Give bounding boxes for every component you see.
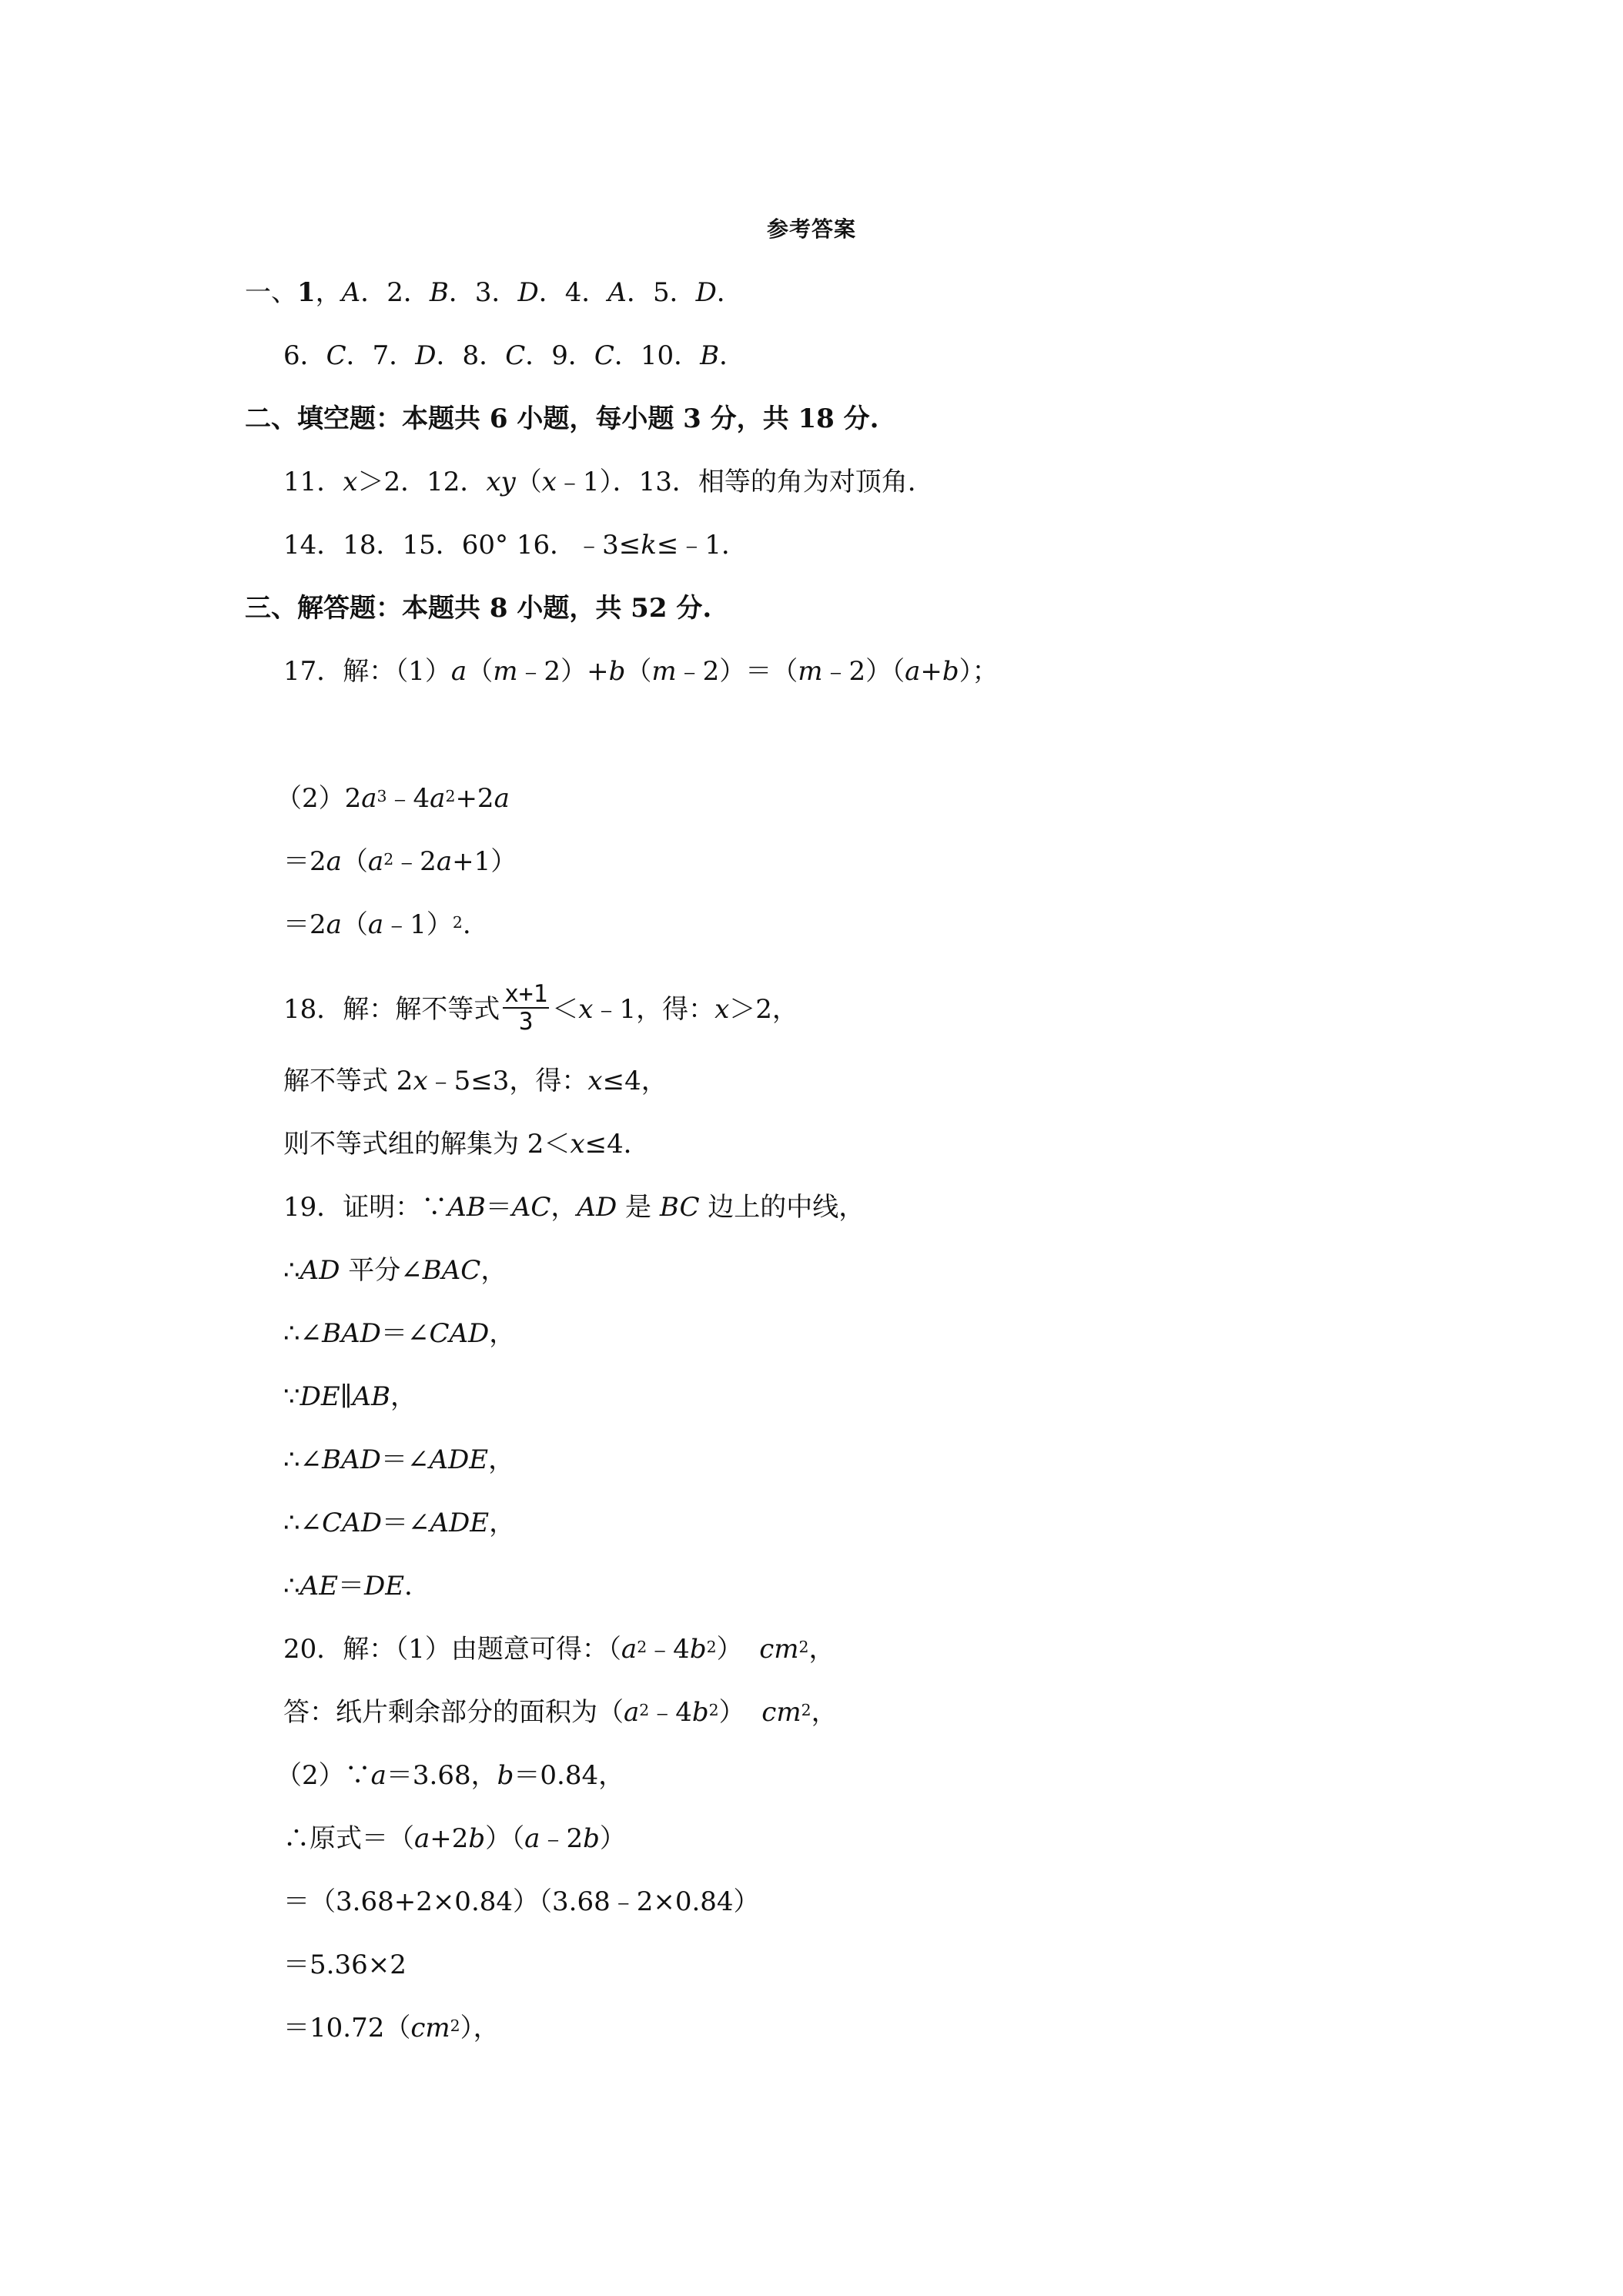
section1-line2 — [283, 339, 745, 373]
text: AB — [447, 1192, 486, 1223]
exponent: 2 — [798, 1637, 809, 1656]
text: ＝2 — [283, 909, 326, 940]
q20-line7 — [283, 2011, 500, 2045]
text: x — [714, 994, 730, 1025]
text: 19．证明：∵ — [283, 1192, 448, 1223]
q19-line2 — [283, 1253, 507, 1287]
text: a — [621, 1634, 637, 1665]
text: a — [367, 909, 384, 940]
text: ） — [716, 1634, 760, 1665]
text: D — [517, 277, 539, 308]
text: m — [798, 656, 823, 687]
text: a — [905, 656, 921, 687]
page-title: 参考答案 — [766, 216, 856, 242]
text: ． — [716, 277, 743, 308]
q17-line4 — [283, 908, 471, 942]
text: ）； — [959, 656, 999, 687]
text: AB — [352, 1381, 390, 1412]
q20-line2 — [283, 1695, 838, 1729]
text: 平分∠ — [340, 1255, 423, 1286]
text: D — [695, 277, 717, 308]
text: ＝ — [338, 1571, 365, 1602]
text: ﹣2）+ — [517, 656, 609, 687]
text: （ — [467, 656, 494, 687]
q17-line2 — [276, 782, 510, 815]
text: 边上的中线， — [699, 1192, 865, 1223]
text: CAD — [429, 1318, 490, 1349]
text: 14．18．15．60° 16．﹣3≤ — [283, 530, 641, 561]
text: m — [651, 656, 677, 687]
text: 18．解：解不等式 — [283, 994, 500, 1025]
section2-line1 — [283, 465, 934, 499]
text: b — [608, 656, 626, 687]
text: a — [436, 846, 453, 877]
text: a — [450, 656, 467, 687]
text: ＜ — [552, 994, 579, 1025]
text: ） — [599, 1823, 626, 1854]
text: a — [326, 846, 342, 877]
text: ．10． — [614, 340, 701, 371]
text: ， — [480, 1255, 507, 1286]
text: ∴ — [283, 1255, 300, 1286]
text: DE — [364, 1571, 405, 1602]
text: ＝10.72（ — [283, 2013, 411, 2043]
text: x — [413, 1066, 428, 1096]
q19-line7 — [283, 1569, 430, 1603]
text: ﹣1，得： — [593, 994, 715, 1025]
text: +2 — [455, 783, 494, 814]
section3-heading: 三、解答题：本题共 8 小题，共 52 分. — [245, 593, 712, 624]
text: a — [361, 783, 377, 814]
text: （ — [625, 656, 652, 687]
text: 一、 — [245, 277, 297, 308]
text: ）， — [460, 2013, 500, 2043]
text: D — [415, 340, 437, 371]
text: ． — [719, 340, 746, 371]
text: BAD — [322, 1444, 381, 1475]
text: ﹣2）＝（ — [676, 656, 798, 687]
text: ∴∠ — [283, 1444, 323, 1475]
exponent: 2 — [450, 2016, 460, 2035]
text: a — [326, 909, 342, 940]
text: b — [691, 1697, 709, 1728]
text: AE — [300, 1571, 339, 1602]
exponent: 2 — [637, 1637, 648, 1656]
text: ） — [718, 1697, 762, 1728]
q20-line4 — [283, 1822, 626, 1856]
text: ﹣4 — [647, 1634, 690, 1665]
text: + — [920, 656, 942, 687]
text: a — [367, 846, 384, 877]
text: AD — [577, 1192, 617, 1223]
text: ∴原式＝（ — [283, 1823, 414, 1854]
fraction-denominator: 3 — [518, 1008, 534, 1036]
text: cm — [410, 2013, 450, 2043]
q18-line3 — [283, 1127, 650, 1161]
text: ＝2 — [283, 846, 326, 877]
q19-line3 — [283, 1317, 515, 1350]
text: B — [429, 277, 449, 308]
text: cm — [759, 1634, 799, 1665]
exponent: 3 — [376, 786, 387, 805]
fraction — [503, 981, 549, 1035]
text: a — [524, 1823, 540, 1854]
text: b — [942, 656, 959, 687]
text: ∴ — [283, 1571, 300, 1602]
text: ﹣2）（ — [822, 656, 905, 687]
text: 是 — [617, 1192, 660, 1223]
exponent: 2 — [708, 1700, 719, 1719]
text: （ — [341, 846, 368, 877]
text: A — [341, 277, 361, 308]
text: ADE — [430, 1508, 490, 1538]
text: ﹣1）．13．相等的角为对顶角． — [556, 467, 934, 497]
text: ， — [489, 1318, 516, 1349]
text: C — [505, 340, 526, 371]
text: b — [689, 1634, 707, 1665]
text: ．7． — [346, 340, 416, 371]
text: ． — [404, 1571, 431, 1602]
text: ．8． — [436, 340, 506, 371]
q17-line1 — [283, 654, 999, 688]
text: ADE — [429, 1444, 489, 1475]
text: ﹣5≤3，得： — [427, 1066, 588, 1096]
text: ．2． — [360, 277, 430, 308]
text: DE — [300, 1381, 340, 1412]
text: ）（ — [485, 1823, 525, 1854]
text: AD — [300, 1255, 340, 1286]
text: 解不等式 2 — [283, 1066, 413, 1096]
text: +2 — [430, 1823, 469, 1854]
fraction-numerator: x+1 — [504, 980, 548, 1008]
exponent: 2 — [801, 1700, 812, 1719]
text: . — [462, 909, 471, 940]
text: ＝∠ — [380, 1318, 430, 1349]
text: （2）∵ — [276, 1760, 371, 1791]
text: B — [700, 340, 720, 371]
text: （ — [341, 909, 368, 940]
text: CAD — [322, 1508, 382, 1538]
text: ＞2， — [729, 994, 798, 1025]
text: ， — [488, 1444, 515, 1475]
q20-line6: ＝5.36×2 — [283, 1950, 407, 1980]
text: a — [624, 1697, 640, 1728]
text: b — [583, 1823, 600, 1854]
text: 答：纸片剩余部分的面积为（ — [283, 1697, 624, 1728]
text: ．4． — [538, 277, 608, 308]
text: BC — [659, 1192, 700, 1223]
text: ﹣2 — [540, 1823, 584, 1854]
text: ∥ — [340, 1381, 353, 1412]
exponent: 2 — [639, 1700, 650, 1719]
text: BAD — [322, 1318, 381, 1349]
text: k — [641, 530, 657, 561]
text: xy — [486, 467, 516, 497]
text: ， — [390, 1381, 417, 1412]
text: ， — [315, 277, 342, 308]
text: x — [587, 1066, 603, 1096]
text: a — [430, 783, 446, 814]
text: a — [494, 783, 510, 814]
q20-line5: ＝（3.68+2×0.84）（3.68﹣2×0.84） — [283, 1886, 760, 1917]
section1-line1 — [245, 276, 743, 310]
text: ﹣4 — [387, 783, 430, 814]
text: AC — [511, 1192, 551, 1223]
text: （2）2 — [276, 783, 362, 814]
text: ， — [550, 1192, 577, 1223]
exponent: 2 — [445, 786, 456, 805]
text: a — [370, 1760, 387, 1791]
text: cm — [761, 1697, 801, 1728]
section2-heading: 二、填空题：本题共 6 小题，每小题 3 分，共 18 分. — [245, 403, 879, 434]
q19-line1 — [283, 1190, 865, 1224]
text: C — [594, 340, 614, 371]
text: ∵ — [283, 1381, 300, 1412]
q17-line3 — [283, 845, 517, 879]
text: 17．解：（1） — [283, 656, 451, 687]
text: ≤4， — [602, 1066, 668, 1096]
text: ＞2．12． — [357, 467, 487, 497]
text: ＝∠ — [381, 1508, 430, 1538]
text: （ — [515, 467, 542, 497]
text: x — [578, 994, 594, 1025]
text: ， — [808, 1634, 835, 1665]
text: 1 — [297, 277, 316, 308]
text: C — [326, 340, 346, 371]
text: 20．解：（1）由题意可得：（ — [283, 1634, 621, 1665]
text: ， — [811, 1697, 838, 1728]
text: b — [497, 1760, 514, 1791]
text: ＝0.84， — [514, 1760, 625, 1791]
text: 11． — [283, 467, 343, 497]
text: a — [414, 1823, 430, 1854]
text: ﹣2 — [393, 846, 437, 877]
text: +1） — [452, 846, 517, 877]
text: x — [541, 467, 557, 497]
text: b — [468, 1823, 486, 1854]
text: ．5． — [626, 277, 696, 308]
text: x — [343, 467, 358, 497]
q18-line2 — [283, 1064, 668, 1098]
text: ＝∠ — [380, 1444, 430, 1475]
text: ﹣1） — [383, 909, 453, 940]
text: ．3． — [448, 277, 518, 308]
text: ＝ — [485, 1192, 512, 1223]
text: ∴∠ — [283, 1318, 323, 1349]
text: 6． — [283, 340, 326, 371]
text: ．9． — [525, 340, 594, 371]
text: x — [570, 1129, 585, 1160]
exponent: 2 — [452, 912, 463, 932]
text: A — [607, 277, 627, 308]
q19-line4 — [283, 1380, 417, 1414]
text: ， — [489, 1508, 516, 1538]
text: m — [493, 656, 518, 687]
text: 则不等式组的解集为 2＜ — [283, 1129, 571, 1160]
section2-line2 — [283, 528, 748, 562]
text: ≤4． — [584, 1129, 650, 1160]
text: ≤﹣1． — [656, 530, 748, 561]
exponent: 2 — [383, 849, 394, 869]
q20-line3 — [276, 1759, 624, 1792]
q18-line1 — [283, 980, 798, 1038]
text: BAC — [422, 1255, 481, 1286]
q20-line1 — [283, 1632, 835, 1666]
text: ﹣4 — [649, 1697, 692, 1728]
q19-line5 — [283, 1443, 514, 1477]
exponent: 2 — [706, 1637, 717, 1656]
q19-line6 — [283, 1506, 515, 1540]
text: ∴∠ — [283, 1508, 323, 1538]
text: ＝3.68， — [386, 1760, 497, 1791]
